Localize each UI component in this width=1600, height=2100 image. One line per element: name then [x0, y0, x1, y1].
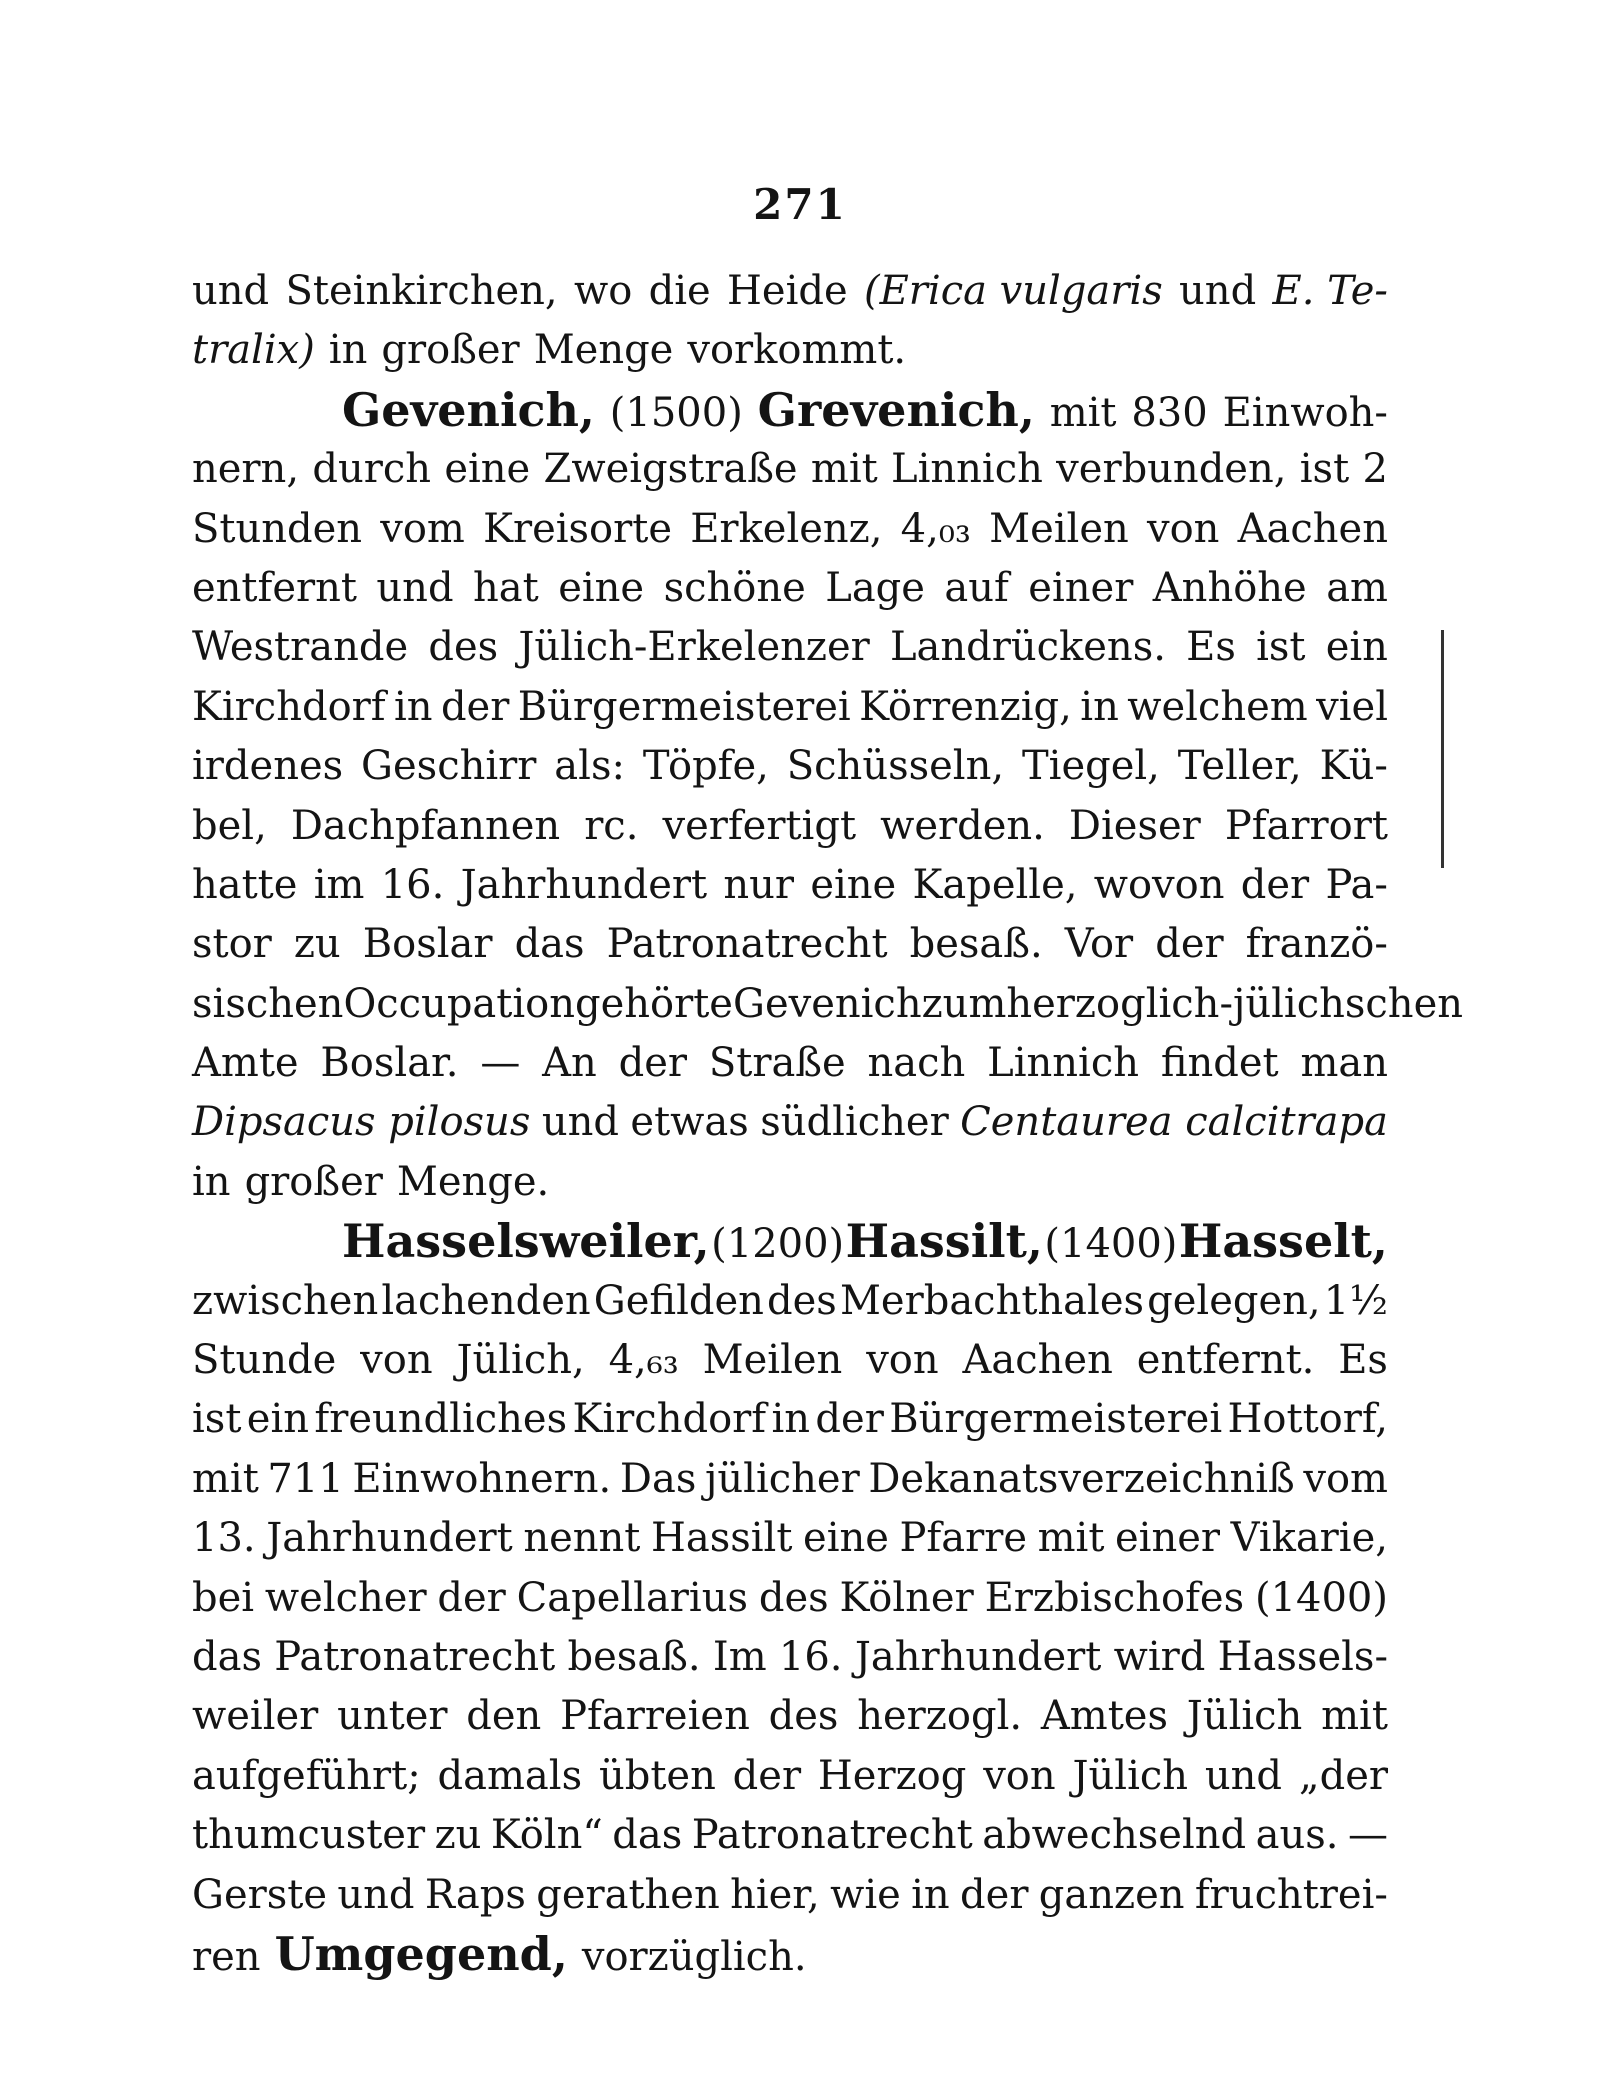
word: und: [541, 1099, 619, 1146]
word: von: [983, 1752, 1056, 1799]
word: Linnich: [891, 446, 1043, 493]
word: vorkommt.: [687, 327, 907, 374]
word: gehörte: [574, 980, 733, 1027]
word: im: [313, 861, 365, 908]
word: mit: [192, 1455, 259, 1502]
word: gelegen,: [1147, 1277, 1321, 1324]
word: Lage: [825, 564, 925, 611]
word: rc.: [584, 802, 639, 849]
word: der: [815, 1396, 884, 1443]
word: ein: [1325, 624, 1388, 671]
word: in: [771, 1396, 811, 1443]
word: thumcuster: [192, 1812, 426, 1859]
text-line: [192, 381, 1388, 440]
text-line: [192, 559, 1388, 618]
word: Einwohnern.: [352, 1455, 612, 1502]
word: Menge.: [396, 1158, 550, 1205]
word: 16.: [380, 861, 445, 908]
word: der: [1155, 921, 1224, 968]
word: ist: [1256, 624, 1306, 671]
word: Gerste: [192, 1871, 328, 1918]
word: Raps: [424, 1871, 526, 1918]
word: Jülich: [1186, 1693, 1303, 1740]
word: nennt: [523, 1515, 641, 1562]
text-line: [192, 1034, 1388, 1093]
word: freundliches: [314, 1396, 568, 1443]
word: einer: [1028, 564, 1134, 611]
word: besaß.: [909, 921, 1043, 968]
word: mit: [810, 446, 878, 493]
word: vom: [380, 505, 465, 552]
word: eine: [558, 564, 645, 611]
word: Meilen: [989, 505, 1129, 552]
word: —: [480, 1040, 521, 1087]
word: Es: [1186, 624, 1236, 671]
word: (1400): [1254, 1574, 1388, 1621]
word: zu: [434, 1812, 482, 1859]
word: in: [328, 327, 368, 374]
word: in: [911, 1871, 950, 1918]
text-line: [192, 1331, 1388, 1390]
word: Aachen: [1237, 505, 1388, 552]
word: Geschirr: [361, 743, 537, 790]
word: der: [732, 1752, 802, 1799]
word: An: [542, 1040, 597, 1087]
word: Gefilden: [593, 1277, 764, 1324]
word: am: [1326, 564, 1388, 611]
word: Körrenzig,: [859, 683, 1072, 730]
word: großer: [244, 1158, 383, 1205]
word: Einwoh-: [1222, 389, 1388, 436]
word: Das: [619, 1455, 697, 1502]
word: (1500): [609, 389, 743, 436]
word: 16.: [778, 1633, 843, 1680]
word: 4,₀₃: [900, 505, 971, 552]
word: hier,: [730, 1871, 820, 1918]
word: als:: [554, 743, 625, 790]
word: eine: [803, 1515, 889, 1562]
word: entfernt.: [1136, 1337, 1315, 1384]
word: das: [514, 921, 585, 968]
word: Pa-: [1325, 861, 1388, 908]
word: findet: [1160, 1040, 1279, 1087]
word: Menge: [533, 327, 674, 374]
text-line: [192, 1212, 1388, 1271]
word: 2: [1362, 446, 1388, 493]
word: der: [618, 1040, 688, 1087]
word: zum: [921, 980, 1007, 1027]
word: jülicher: [704, 1455, 860, 1502]
word: verbunden,: [1056, 446, 1287, 493]
word: herzoglich-jülichschen: [1006, 980, 1463, 1027]
entry-heading-word: Umgegend,: [274, 1926, 568, 1981]
text-line: [192, 1687, 1388, 1746]
word: Gevenich: [732, 980, 922, 1027]
word: wo: [573, 268, 633, 314]
word: Hottorf,: [1227, 1396, 1388, 1443]
word: das: [192, 1633, 262, 1680]
word: Köln“: [490, 1812, 603, 1859]
word: 13.: [192, 1515, 256, 1562]
entry-heading-word: Grevenich,: [757, 382, 1035, 437]
text-line: [192, 1925, 1388, 1984]
word: Jülich: [1072, 1752, 1189, 1799]
word: bel,: [192, 802, 267, 849]
word: des: [767, 1277, 837, 1324]
word: unter: [337, 1693, 448, 1740]
word: aufgeführt;: [192, 1752, 421, 1799]
word: Amte: [192, 1040, 299, 1087]
word: viel: [1316, 683, 1388, 730]
word: Jülich,: [456, 1337, 585, 1384]
word: Boslar: [362, 921, 493, 968]
text-line: [192, 975, 1463, 1034]
word: nur: [723, 861, 795, 908]
word: damals: [437, 1752, 583, 1799]
word: etwas: [630, 1099, 749, 1146]
word: und: [1204, 1752, 1283, 1799]
word: abwechselnd: [982, 1812, 1247, 1859]
word: Jahrhundert: [266, 1515, 513, 1562]
word: einer: [1114, 1515, 1221, 1562]
word: Pfarrort: [1224, 802, 1388, 849]
word: des: [758, 1574, 829, 1621]
word: aus.: [1255, 1812, 1339, 1859]
word: wovon: [1093, 861, 1225, 908]
text-line: [192, 1509, 1388, 1568]
text-line: [192, 262, 1388, 321]
word: Hassels-: [1217, 1633, 1388, 1680]
word: Kü-: [1319, 743, 1388, 790]
page-number: 271: [753, 180, 847, 229]
word: ein: [246, 1396, 310, 1443]
text-line: [192, 1747, 1388, 1806]
word: von: [1146, 505, 1220, 552]
word: irdenes: [192, 743, 344, 790]
text-line: [192, 1450, 1388, 1509]
word: Jülich-Erkelenzer: [518, 624, 870, 671]
word: ganzen: [1038, 1871, 1185, 1918]
word: —: [1347, 1812, 1388, 1859]
word: hatte: [192, 861, 298, 908]
word: Dieser: [1068, 802, 1201, 849]
entry-heading-word: Hasselsweiler,: [342, 1214, 710, 1269]
text-line: [192, 737, 1388, 796]
word: tralix): [192, 327, 315, 374]
word: (1400): [1044, 1221, 1178, 1268]
text-line: [192, 797, 1388, 856]
word: „der: [1298, 1752, 1388, 1799]
word: Bürgermeisterei: [889, 1396, 1223, 1443]
text-line: [192, 1569, 1388, 1628]
word: in: [192, 1158, 231, 1205]
word: 1½: [1323, 1277, 1388, 1324]
word: Centaurea calcitrapa: [960, 1099, 1388, 1146]
word: man: [1300, 1040, 1388, 1087]
margin-mark: [1441, 630, 1444, 868]
word: die: [648, 268, 711, 314]
word: lachenden: [381, 1277, 591, 1324]
text-line: [192, 678, 1388, 737]
word: Merbachthales: [839, 1277, 1145, 1324]
word: Dipsacus pilosus: [192, 1099, 531, 1146]
word: wie: [830, 1871, 901, 1918]
word: der: [437, 1574, 506, 1621]
word: hat: [473, 564, 539, 611]
word: übten: [598, 1752, 716, 1799]
word: Kölner: [839, 1574, 974, 1621]
word: Heide: [727, 268, 848, 314]
text-line: [192, 1153, 1388, 1212]
word: Hassilt: [650, 1515, 793, 1562]
word: Kirchdorf: [192, 683, 386, 730]
word: Es: [1338, 1337, 1388, 1384]
word: franzö-: [1245, 921, 1388, 968]
word: Anhöhe: [1152, 564, 1307, 611]
word: eine: [444, 446, 531, 493]
word: sischen: [192, 980, 344, 1027]
word: entfernt: [192, 564, 357, 611]
text-line: [192, 618, 1388, 677]
word: herzogl.: [857, 1693, 1023, 1740]
word: Stunde: [192, 1337, 337, 1384]
word: Aachen: [962, 1337, 1113, 1384]
word: Amtes: [1040, 1693, 1168, 1740]
text-line: [192, 1866, 1388, 1925]
word: fruchtrei-: [1194, 1871, 1388, 1918]
word: Linnich: [987, 1040, 1139, 1087]
word: ist: [192, 1396, 242, 1443]
entry-heading-word: Hassilt,: [845, 1214, 1043, 1269]
word: Dachpfannen: [290, 802, 561, 849]
word: Herzog: [817, 1752, 967, 1799]
word: Patronatrecht: [274, 1633, 556, 1680]
word: Pfarreien: [560, 1693, 750, 1740]
word: E. Te-: [1272, 268, 1388, 314]
word: schöne: [663, 564, 806, 611]
word: Tiegel,: [1021, 743, 1160, 790]
text-line: [192, 321, 1388, 380]
word: mit: [1049, 389, 1117, 436]
word: Boslar.: [320, 1040, 459, 1087]
word: verfertigt: [662, 802, 857, 849]
word: Töpfe,: [642, 743, 769, 790]
word: 711: [267, 1455, 344, 1502]
text-line: [192, 856, 1388, 915]
word: der: [1240, 861, 1310, 908]
word: südlicher: [760, 1099, 949, 1146]
word: Vor: [1064, 921, 1134, 968]
word: Bürgermeisterei: [517, 683, 851, 730]
word: Patronatrecht: [606, 921, 888, 968]
word: und: [376, 564, 454, 611]
word: 4,₆₃: [608, 1337, 679, 1384]
entry-heading-word: Hasselt,: [1178, 1214, 1388, 1269]
body-text: [192, 262, 1463, 1984]
word: Kirchdorf: [572, 1396, 767, 1443]
word: Erzbischofes: [984, 1574, 1245, 1621]
word: (Erica vulgaris: [863, 268, 1163, 314]
word: Capellarius: [516, 1574, 749, 1621]
word: weiler: [192, 1693, 319, 1740]
text-line: [192, 440, 1388, 499]
word: Kapelle,: [912, 861, 1078, 908]
word: Stunden: [192, 505, 363, 552]
word: Steinkirchen,: [285, 268, 558, 314]
word: des: [768, 1693, 839, 1740]
word: in: [393, 683, 433, 730]
word: von: [360, 1337, 433, 1384]
word: stor: [192, 921, 272, 968]
text-line: [192, 500, 1388, 559]
word: nern,: [192, 446, 300, 493]
entry-heading-word: Gevenich,: [342, 382, 595, 437]
word: vorzüglich.: [581, 1933, 807, 1980]
word: zwischen: [192, 1277, 379, 1324]
word: ist: [1299, 446, 1350, 493]
word: bei: [192, 1574, 255, 1621]
text-line: [192, 1806, 1388, 1865]
word: werden.: [880, 802, 1045, 849]
word: vom: [1303, 1455, 1388, 1502]
text-line: [192, 1272, 1388, 1331]
word: Im: [712, 1633, 767, 1680]
word: Zweigstraße: [543, 446, 798, 493]
word: des: [428, 624, 499, 671]
word: Vikarie,: [1230, 1515, 1388, 1562]
word: und: [337, 1871, 415, 1918]
word: Teller,: [1177, 743, 1302, 790]
word: auf: [944, 564, 1009, 611]
word: 830: [1131, 389, 1208, 436]
word: welchem: [1127, 683, 1308, 730]
word: Jahrhundert: [460, 861, 708, 908]
text-line: [192, 1628, 1388, 1687]
word: das: [612, 1812, 683, 1859]
word: ren: [192, 1933, 261, 1980]
word: besaß.: [567, 1633, 701, 1680]
word: eine: [810, 861, 897, 908]
word: Dekanatsverzeichniß: [868, 1455, 1295, 1502]
word: Occupation: [343, 980, 575, 1027]
word: in: [1080, 683, 1119, 730]
word: welcher: [264, 1574, 427, 1621]
word: zu: [293, 921, 341, 968]
word: Westrande: [192, 624, 409, 671]
word: Schüsseln,: [786, 743, 1005, 790]
word: Kreisorte: [483, 505, 673, 552]
text-line: [192, 1093, 1388, 1152]
word: mit: [1321, 1693, 1388, 1740]
word: gerathen: [536, 1871, 720, 1918]
text-line: [192, 1390, 1388, 1449]
word: Jahrhundert: [854, 1633, 1102, 1680]
word: Landrückens.: [889, 624, 1166, 671]
word: Erkelenz,: [690, 505, 883, 552]
word: Pfarre: [899, 1515, 1027, 1562]
word: der: [960, 1871, 1029, 1918]
word: den: [466, 1693, 542, 1740]
word: durch: [312, 446, 431, 493]
word: wird: [1113, 1633, 1206, 1680]
word: Meilen: [702, 1337, 843, 1384]
text-line: [192, 915, 1388, 974]
word: Straße: [708, 1040, 846, 1087]
word: und: [1179, 268, 1257, 314]
word: der: [440, 683, 510, 730]
word: Patronatrecht: [691, 1812, 973, 1859]
word: nach: [867, 1040, 966, 1087]
word: von: [866, 1337, 939, 1384]
word: großer: [381, 327, 520, 374]
word: und: [192, 268, 270, 314]
word: (1200): [711, 1221, 845, 1268]
word: mit: [1037, 1515, 1105, 1562]
